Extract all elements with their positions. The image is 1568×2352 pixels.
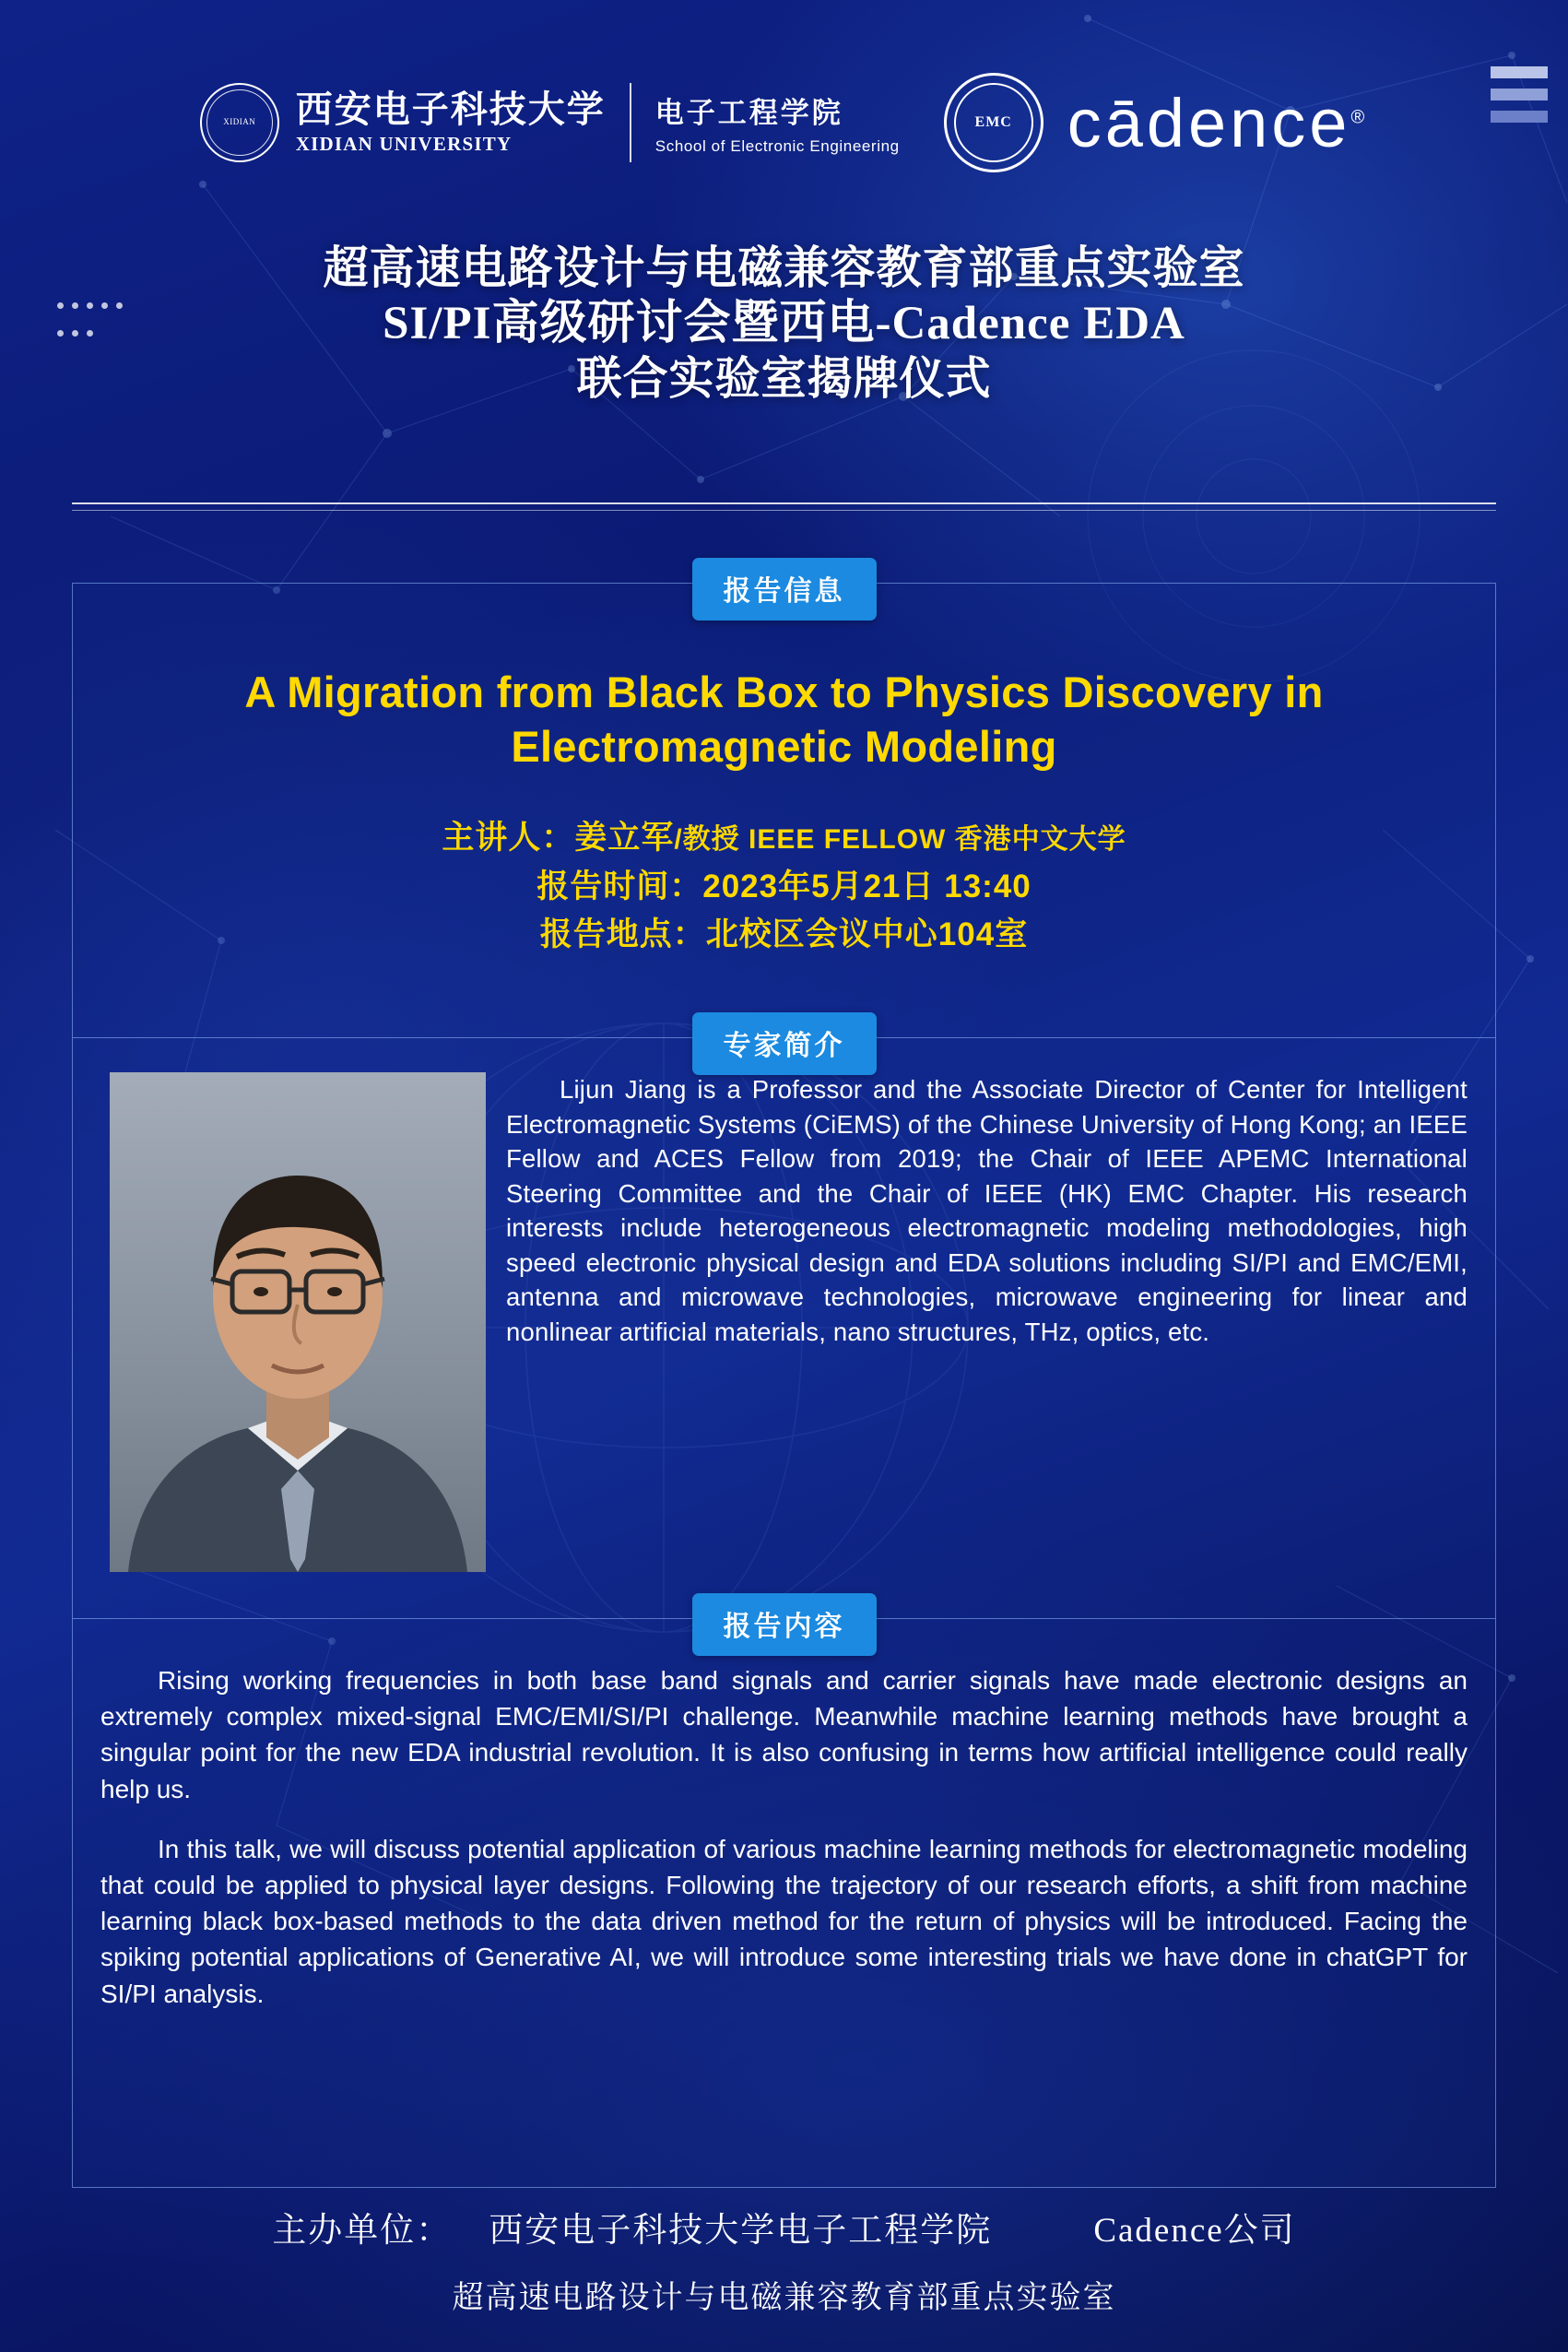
time-line: [104, 863, 1464, 912]
speaker-credentials: /教授 IEEE FELLOW 香港中文大学: [674, 824, 1126, 855]
xidian-seal-icon: [200, 83, 279, 162]
organizer-2: Cadence公司: [1093, 2212, 1296, 2250]
title-line-3: 联合实验室揭牌仪式: [576, 353, 992, 404]
poster-title: [0, 242, 1568, 407]
speaker-name: 姜立军: [574, 820, 675, 856]
xidian-university-logo: [200, 83, 606, 162]
organizer-1: 西安电子科技大学电子工程学院: [489, 2212, 993, 2250]
emc-logo-text: EMC: [974, 114, 1012, 130]
time-label: 报告时间：: [536, 868, 703, 904]
decorative-bars: [1491, 66, 1548, 133]
header-logos: [0, 72, 1568, 173]
speaker-portrait-illustration: [110, 1072, 486, 1572]
talk-title: A Migration from Black Box to Physics Discovery in Electromagnetic Modeling: [244, 668, 1324, 772]
abstract-paragraph-1-text: Rising working frequencies in both base band signals and carrier signals have made electronic designs an extremely complex mixed-signal EMC/EMI/SI/PI challenge. Meanwhile machine learning methods have brought a singular point for the new EDA industrial revolution. It is also confusing in terms how artificial intelligence could really help us.: [100, 1666, 1468, 1803]
speaker-label: 主讲人：: [442, 820, 575, 856]
cadence-registered-mark: ®: [1350, 106, 1369, 127]
title-line-2: SI/PI高级研讨会暨西电-Cadence EDA: [383, 297, 1185, 349]
university-name-en: XIDIAN UNIVERSITY: [295, 132, 513, 155]
school-name-cn: 电子工程学院: [654, 97, 843, 129]
footer-row-1: [0, 2202, 1568, 2252]
section-tag-content: 报告内容: [692, 1593, 877, 1656]
organizer-3: 超高速电路设计与电磁兼容教育部重点实验室: [452, 2281, 1116, 2315]
content-panel: [72, 576, 1496, 2188]
cadence-logo: [1067, 84, 1369, 162]
time-value: 2023年5月21日 13:40: [702, 868, 1032, 904]
section-tag-report-info: 报告信息: [692, 558, 877, 621]
abstract-block: [100, 1662, 1468, 2012]
school-name-en: School of Electronic Engineering: [654, 137, 900, 155]
speaker-bio-text: Lijun Jiang is a Professor and the Associate Director of Center for Intelligent Electromagnetic Systems (CiEMS) of the Chinese University of Hong Kong; an IEEE Fellow and ACES Fellow from 2019; the Chair of IEEE APEMC International Steering Committee and the Chair of IEEE (HK) EMC Chapter. His research interests include heterogeneous electromagnetic modeling methodologies, high speed electronic physical design and EDA solutions including SI/PI and EMC/EMI, antenna and microwave technologies, microwave engineering for linear and nonlinear artificial materials, nano structures, THz, optics, etc.: [506, 1075, 1468, 1346]
logo-divider: [630, 83, 631, 162]
university-name-cn: 西安电子科技大学: [295, 88, 606, 130]
place-value: 北校区会议中心104室: [705, 916, 1029, 952]
speaker-line: [104, 814, 1464, 863]
cadence-wordmark: cādence: [1067, 84, 1351, 161]
place-line: [104, 911, 1464, 960]
xidian-seal-text: XIDIAN: [223, 117, 256, 127]
abstract-paragraph-2: [100, 1831, 1468, 2012]
speaker-photo: [110, 1072, 486, 1572]
school-name-block: [655, 89, 900, 156]
footer: [0, 2202, 1568, 2317]
emc-lab-logo-icon: [944, 73, 1043, 172]
abstract-paragraph-1: [100, 1662, 1468, 1807]
title-rule: [72, 502, 1496, 511]
section-tag-expert: 专家简介: [692, 1012, 877, 1075]
abstract-paragraph-2-text: In this talk, we will discuss potential application of various machine learning methods for electromagnetic modeling that could be applied to physical layer designs. Following the trajectory of our research efforts, a shift from machine learning black box-based methods to the data driven method for the return of physics will be introduced. Facing the spiking potential applications of Generative AI, we will introduce some interesting trials we have done in chatGPT for SI/PI analysis.: [100, 1834, 1468, 2008]
organizer-label: 主办单位：: [272, 2212, 453, 2250]
place-label: 报告地点：: [539, 916, 706, 952]
speaker-bio: [506, 1072, 1468, 1349]
title-line-1: 超高速电路设计与电磁兼容教育部重点实验室: [323, 243, 1245, 293]
